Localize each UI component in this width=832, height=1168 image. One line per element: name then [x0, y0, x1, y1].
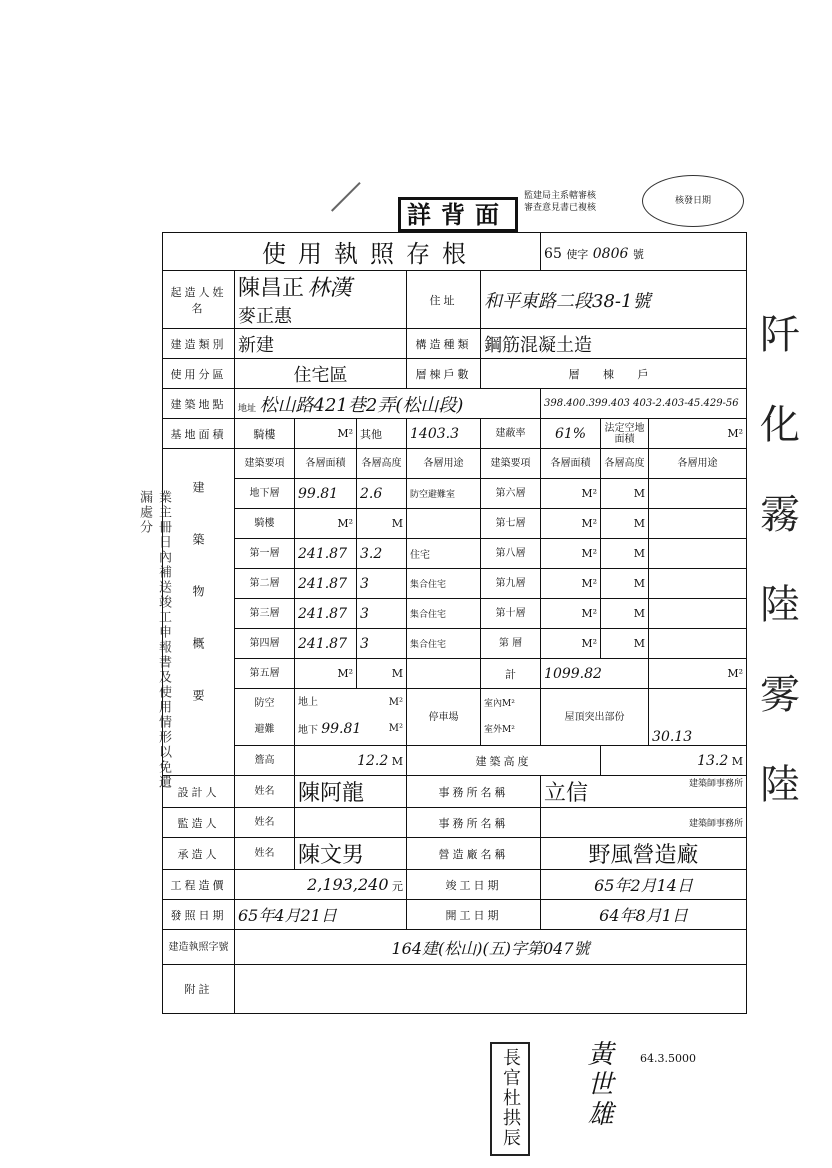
- floor-row: [163, 599, 747, 629]
- location-label: 建築地點: [163, 389, 235, 419]
- floor-unit: M²: [295, 509, 357, 539]
- total-label: 計: [481, 659, 541, 689]
- eave-value-cell: [295, 746, 407, 776]
- permit-number: [541, 233, 747, 271]
- designer-label: 設計人: [163, 776, 235, 808]
- address-value: 和平東路二段38-1號: [481, 271, 747, 329]
- other-value: 1403.3: [407, 419, 481, 449]
- designer-name-label: 姓名: [235, 776, 295, 808]
- floor-name-right: 第八層: [481, 539, 541, 569]
- floor-unit: M²: [295, 659, 357, 689]
- applicant-value: [235, 271, 407, 329]
- col-area: 各層面積: [295, 449, 357, 479]
- floor-area: 241.87: [295, 629, 357, 659]
- col-height-2: 各層高度: [601, 449, 649, 479]
- floor-use-right: [649, 629, 747, 659]
- floor-name: 第二層: [235, 569, 295, 599]
- parking-label: 停車場: [407, 689, 481, 746]
- bheight-value: 13.2: [697, 752, 729, 769]
- location-prefix: 地址: [238, 403, 257, 414]
- footer-num: 64.3.5000: [640, 1052, 696, 1065]
- floor-row: [163, 629, 747, 659]
- number-char: 使字: [566, 248, 589, 261]
- floor-name-right: 第七層: [481, 509, 541, 539]
- eave-value: 12.2: [357, 752, 389, 769]
- indoor-unit: M²: [502, 699, 515, 709]
- floor-row: [163, 539, 747, 569]
- floor-area: 241.87: [295, 569, 357, 599]
- complete-value: 65年2月14日: [541, 870, 747, 900]
- zone-label: 使用分區: [163, 359, 235, 389]
- legal-label: 法定空地面積: [601, 419, 649, 449]
- floor-height: 2.6: [357, 479, 407, 509]
- floor-row: [163, 509, 747, 539]
- col-use-2: 各層用途: [649, 449, 747, 479]
- total-value: 1099.82: [541, 659, 649, 689]
- stamp-2-text: 黃世雄: [583, 1040, 613, 1130]
- supervisor-name: [295, 808, 407, 838]
- floor-name: 第五層: [235, 659, 295, 689]
- type-value: 新建: [235, 329, 407, 359]
- year-label: 建蔽率: [481, 419, 541, 449]
- designer-office: 立信: [544, 781, 589, 806]
- other-cell: [357, 419, 407, 449]
- total-unit: M²: [649, 659, 747, 689]
- floor-name-right: 第 層: [481, 629, 541, 659]
- location-lots: 398.400.399.403 403-2.403-45.429-56: [541, 389, 747, 419]
- col-height: 各層高度: [357, 449, 407, 479]
- floor-unit-m: M: [601, 509, 649, 539]
- floor-area: 99.81: [295, 479, 357, 509]
- cost-value-cell: [235, 870, 407, 900]
- contractor-label: 承造人: [163, 838, 235, 870]
- building-side-text: 建築物概要: [191, 480, 205, 741]
- zone-value: 住宅區: [235, 359, 407, 389]
- supervisor-office-suffix: 建築師事務所: [689, 819, 744, 829]
- applicant-3: 麥正惠: [238, 306, 292, 327]
- floor-use: 住宅: [407, 539, 481, 569]
- underground-unit: M²: [388, 723, 403, 734]
- outdoor-unit: M²: [502, 725, 515, 735]
- issue-value: 65年4月21日: [235, 900, 407, 930]
- bheight-label: 建築高度: [407, 746, 601, 776]
- shelter-label: 防空: [254, 698, 275, 709]
- floor-unit: M²: [541, 599, 601, 629]
- applicant-1: 陳昌正: [238, 276, 305, 301]
- parking-values: [481, 689, 541, 746]
- floor-row: [163, 569, 747, 599]
- note-label: 附註: [163, 965, 235, 1014]
- floor-name: 第四層: [235, 629, 295, 659]
- col-area-2: 各層面積: [541, 449, 601, 479]
- floor-use: 集合住宅: [407, 629, 481, 659]
- address-label: 住址: [407, 271, 481, 329]
- building-side-label: [163, 449, 235, 776]
- start-label: 開工日期: [407, 900, 541, 930]
- corner-note-2: 審查意見書已複核: [524, 203, 597, 213]
- factory-value: 野風營造廠: [541, 838, 747, 870]
- floor-height: 3.2: [357, 539, 407, 569]
- floor-use-right: [649, 539, 747, 569]
- bottom-stamp-2: [580, 1040, 624, 1136]
- applicant-label: 起造人姓名: [163, 271, 235, 329]
- structure-value: 鋼筋混凝土造: [481, 329, 747, 359]
- shelter-values: [295, 689, 407, 746]
- roof-value: 30.13: [649, 689, 747, 746]
- stamp-1-text: 長官杜拱辰: [500, 1048, 521, 1148]
- floor-name: 第一層: [235, 539, 295, 569]
- designer-name: 陳阿龍: [295, 776, 407, 808]
- left-margin-note: 業主冊日內補送竣工申報書及使用情形以免遺漏處分: [137, 490, 171, 790]
- form-title: 使用執照存根: [262, 240, 479, 268]
- floor-use: [407, 659, 481, 689]
- corner-note-1: 監建局主系轄審核: [524, 191, 597, 201]
- floor-height: 3: [357, 629, 407, 659]
- refuge-label: 避難: [254, 724, 275, 735]
- stamp-label: 詳背面: [398, 197, 518, 232]
- floor-unit-m: M: [601, 599, 649, 629]
- floor-name-right: 第六層: [481, 479, 541, 509]
- units-value: 層 棟 戶: [481, 359, 747, 389]
- other-label: 其他: [360, 427, 382, 441]
- designer-office-cell: [541, 776, 747, 808]
- year-value: 61%: [541, 419, 601, 449]
- floor-name: 地下層: [235, 479, 295, 509]
- outdoor-label: 室外: [484, 725, 503, 735]
- col-item-2: 建築要項: [481, 449, 541, 479]
- right-edge-text: 阡 化 霧 陸 雾 陸: [760, 312, 800, 808]
- supervisor-label: 監造人: [163, 808, 235, 838]
- floor-use-right: [649, 479, 747, 509]
- base-area-label: 基地面積: [163, 419, 235, 449]
- floor-use-right: [649, 599, 747, 629]
- floor-unit-m: M: [601, 629, 649, 659]
- floor-unit-m: M: [357, 509, 407, 539]
- permit-value: 164建(松山)(五)字第047號: [235, 930, 747, 965]
- floor-use: 集合住宅: [407, 599, 481, 629]
- designer-office-label: 事務所名稱: [407, 776, 541, 808]
- applicant-2: 林漢: [307, 276, 352, 301]
- designer-office-suffix: 建築師事務所: [689, 779, 744, 789]
- floor-use-right: [649, 569, 747, 599]
- floor-use: [407, 509, 481, 539]
- floor-height: 3: [357, 599, 407, 629]
- arcade-label: 騎樓: [235, 419, 295, 449]
- floor-area: 241.87: [295, 599, 357, 629]
- permit-label: 建造執照字號: [163, 930, 235, 965]
- type-label: 建造類別: [163, 329, 235, 359]
- legal-unit: M²: [649, 419, 747, 449]
- floor-name-right: 第九層: [481, 569, 541, 599]
- supervisor-name-label: 姓名: [235, 808, 295, 838]
- underground-label: 地下: [298, 725, 318, 736]
- issue-label: 發照日期: [163, 900, 235, 930]
- units-label: 層棟戶數: [407, 359, 481, 389]
- complete-label: 竣工日期: [407, 870, 541, 900]
- col-use: 各層用途: [407, 449, 481, 479]
- floor-unit-m: M: [601, 539, 649, 569]
- floor-row: [163, 659, 747, 689]
- col-item: 建築要項: [235, 449, 295, 479]
- underground-value: 99.81: [321, 721, 362, 737]
- floor-row: [163, 479, 747, 509]
- cost-label: 工程造價: [163, 870, 235, 900]
- contractor-name-label: 姓名: [235, 838, 295, 870]
- floor-use: 防空避難室: [407, 479, 481, 509]
- supervisor-office-cell: [541, 808, 747, 838]
- shelter-refuge-label: [235, 689, 295, 746]
- arcade-unit: M²: [295, 419, 357, 449]
- indoor-label: 室內: [484, 699, 503, 709]
- ground-unit: M²: [388, 697, 403, 708]
- floor-unit: M²: [541, 539, 601, 569]
- stamp-detail-back: [398, 195, 518, 230]
- number-prefix: 65: [544, 246, 562, 262]
- number-value: 0806: [592, 246, 629, 262]
- roof-label: 屋頂突出部份: [541, 689, 649, 746]
- seal-text: 核發日期: [674, 196, 711, 206]
- floor-unit: M²: [541, 569, 601, 599]
- floor-name: 第三層: [235, 599, 295, 629]
- floor-unit: M²: [541, 509, 601, 539]
- floor-area: 241.87: [295, 539, 357, 569]
- structure-label: 構造種類: [407, 329, 481, 359]
- eave-unit: M: [391, 754, 403, 768]
- floor-unit-m: M: [601, 569, 649, 599]
- floor-height: 3: [357, 569, 407, 599]
- contractor-name: 陳文男: [295, 838, 407, 870]
- supervisor-office-label: 事務所名稱: [407, 808, 541, 838]
- number-suffix: 號: [632, 248, 644, 261]
- eave-label: 簷高: [235, 746, 295, 776]
- form-title-cell: [163, 233, 541, 271]
- cost-value: 2,193,240: [307, 875, 389, 894]
- location-value-cell: [235, 389, 541, 419]
- location-value: 松山路421巷2弄(松山段): [259, 394, 464, 416]
- bheight-unit: M: [731, 754, 744, 768]
- factory-label: 營造廠名稱: [407, 838, 541, 870]
- floor-use-right: [649, 509, 747, 539]
- floor-unit: M²: [541, 629, 601, 659]
- permit-form: [162, 232, 747, 1014]
- floor-name: 騎樓: [235, 509, 295, 539]
- floor-use: 集合住宅: [407, 569, 481, 599]
- floor-unit: M²: [541, 479, 601, 509]
- bheight-value-cell: [601, 746, 747, 776]
- round-seal: [642, 175, 744, 227]
- cost-unit: 元: [392, 880, 403, 893]
- corner-note: [524, 190, 644, 214]
- floor-unit-m: M: [601, 479, 649, 509]
- floor-name-right: 第十層: [481, 599, 541, 629]
- start-value: 64年8月1日: [541, 900, 747, 930]
- floor-unit-m: M: [357, 659, 407, 689]
- bottom-stamp-1: [490, 1042, 530, 1156]
- ground-label: 地上: [298, 697, 318, 708]
- note-value: [235, 965, 747, 1014]
